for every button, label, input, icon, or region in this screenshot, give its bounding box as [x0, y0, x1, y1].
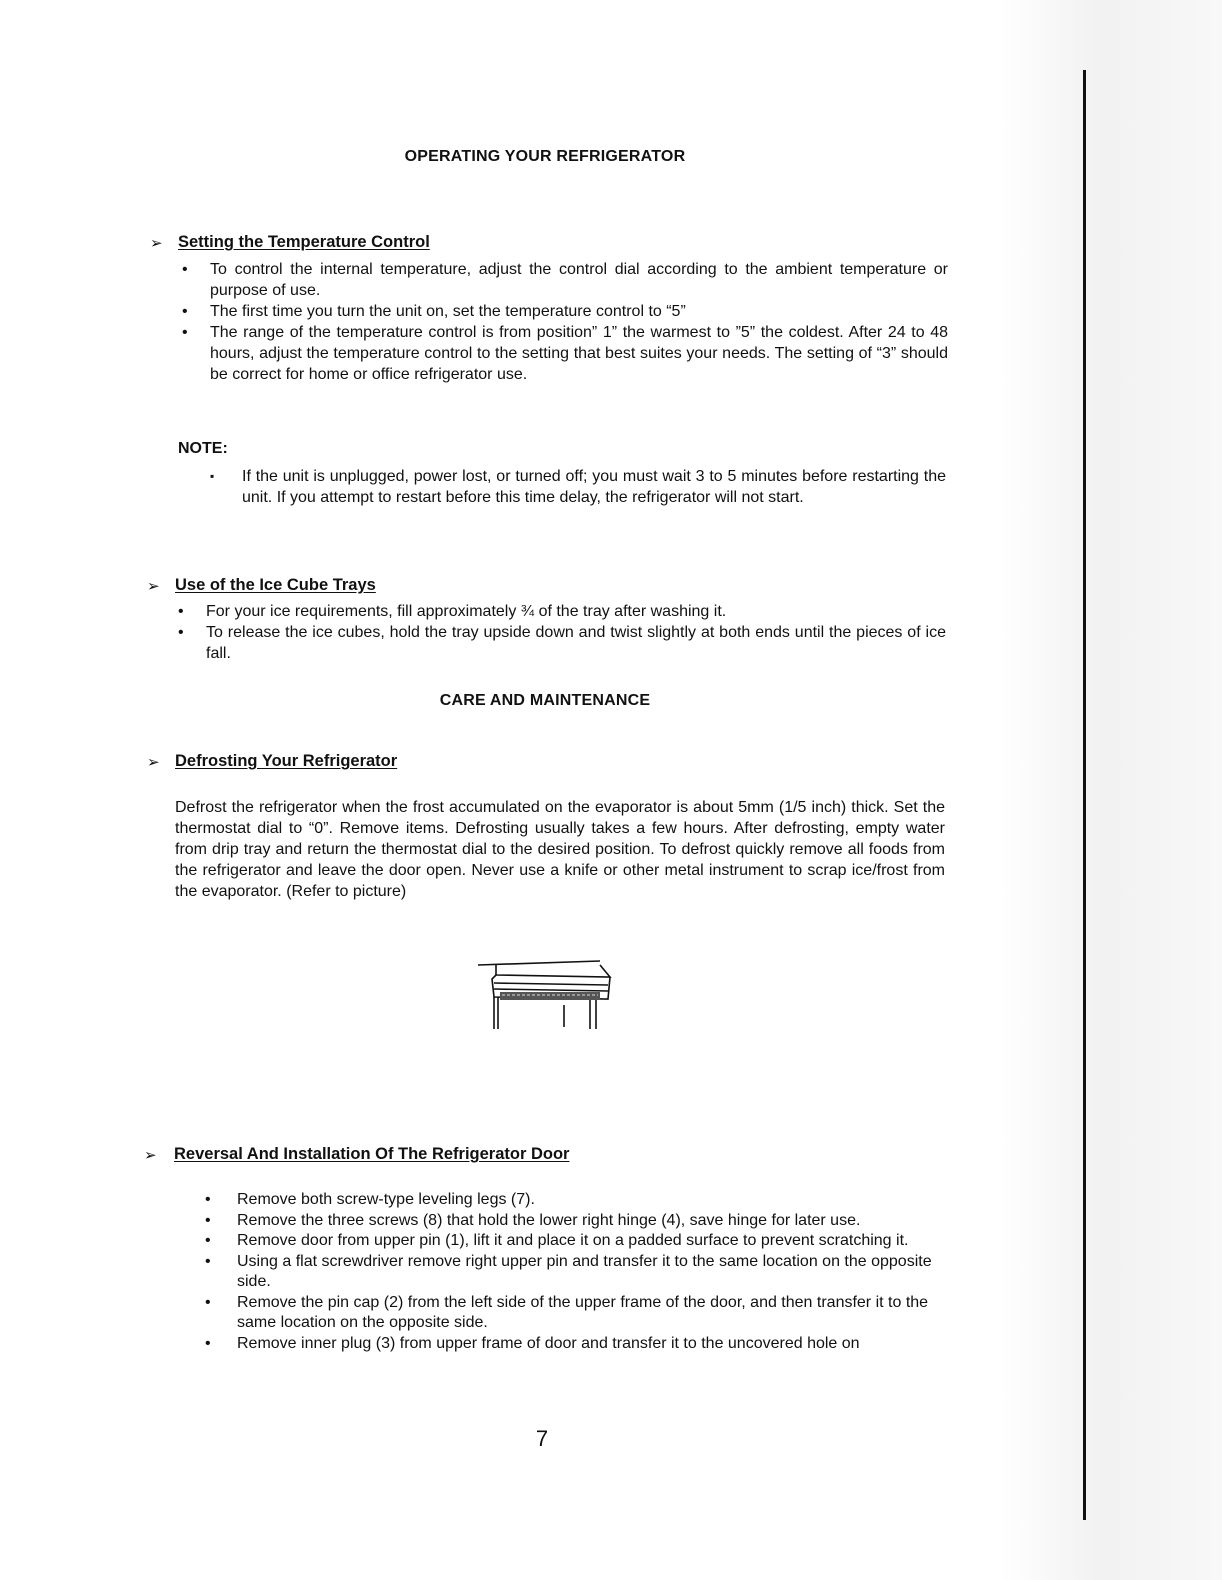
door-bullets: [205, 1190, 945, 1354]
list-item: • Remove the three screws (8) that hold the lower right hinge (4), save hinge for later use.: [205, 1211, 945, 1232]
scan-edge-line: [1083, 70, 1086, 1520]
note-label: NOTE:: [178, 440, 228, 457]
arrow-bullet-icon: ➢: [150, 234, 163, 252]
section-title: Setting the Temperature Control: [178, 233, 430, 251]
list-item: • For your ice requirements, fill approximately ¾ of the tray after washing it.: [178, 601, 946, 622]
page-number: 7: [535, 1426, 549, 1451]
list-item: • To control the internal temperature, adjust the control dial according to the ambient temperature or purpose of use.: [182, 259, 948, 301]
section-title: Use of the Ice Cube Trays: [175, 576, 376, 594]
list-item: • The range of the temperature control is from position” 1” the warmest to ”5” the coldest. After 24 to 48 hours, adjust the temperature control to the setting that best suites your needs. The setting of “3” should be correct for home or office refrigerator use.: [182, 322, 948, 385]
section-ice-heading: [147, 576, 376, 595]
list-item: • Remove the pin cap (2) from the left side of the upper frame of the door, and then transfer it to the same location on the opposite side.: [205, 1293, 945, 1334]
defrost-paragraph: Defrost the refrigerator when the frost accumulated on the evaporator is about 5mm (1/5 inch) thick. Set the thermostat dial to “0”. Remove items. Defrosting usually takes a few hours. After defrosting, empty water from drip tray and return the thermostat dial to the desired position. To defrost quickly remove all foods from the refrigerator and leave the door open. Never use a knife or other metal instrument to scrap ice/frost from the evaporator. (Refer to picture): [175, 799, 945, 900]
list-item: • Using a flat screwdriver remove right upper pin and transfer it to the same location on the opposite side.: [205, 1252, 945, 1293]
list-item: • Remove door from upper pin (1), lift it and place it on a padded surface to prevent scratching it.: [205, 1231, 945, 1252]
list-item: ▪ If the unit is unplugged, power lost, or turned off; you must wait 3 to 5 minutes before restarting the unit. If you attempt to restart before this time delay, the refrigerator will not start.: [210, 466, 946, 508]
list-item: • To release the ice cubes, hold the tray upside down and twist slightly at both ends until the pieces of ice fall.: [178, 622, 946, 664]
scan-shadow: [1000, 0, 1222, 1580]
section-defrost-heading: [147, 752, 397, 771]
arrow-bullet-icon: ➢: [147, 577, 160, 595]
section-door-heading: [144, 1145, 569, 1164]
ice-bullets: [178, 601, 946, 664]
temperature-bullets: [182, 259, 948, 385]
arrow-bullet-icon: ➢: [147, 753, 160, 771]
list-item: • Remove both screw-type leveling legs (7).: [205, 1190, 945, 1211]
note-items: [210, 466, 946, 508]
section-title: Reversal And Installation Of The Refrigerator Door: [174, 1145, 570, 1163]
evaporator-illustration: [470, 955, 615, 1035]
heading-operating: OPERATING YOUR REFRIGERATOR: [404, 148, 686, 165]
heading-care: CARE AND MAINTENANCE: [439, 692, 651, 709]
section-title: Defrosting Your Refrigerator: [175, 752, 398, 770]
list-item: • Remove inner plug (3) from upper frame of door and transfer it to the uncovered hole on: [205, 1334, 945, 1355]
arrow-bullet-icon: ➢: [144, 1146, 157, 1164]
section-temperature-heading: [150, 233, 430, 252]
list-item: • The first time you turn the unit on, set the temperature control to “5”: [182, 301, 948, 322]
